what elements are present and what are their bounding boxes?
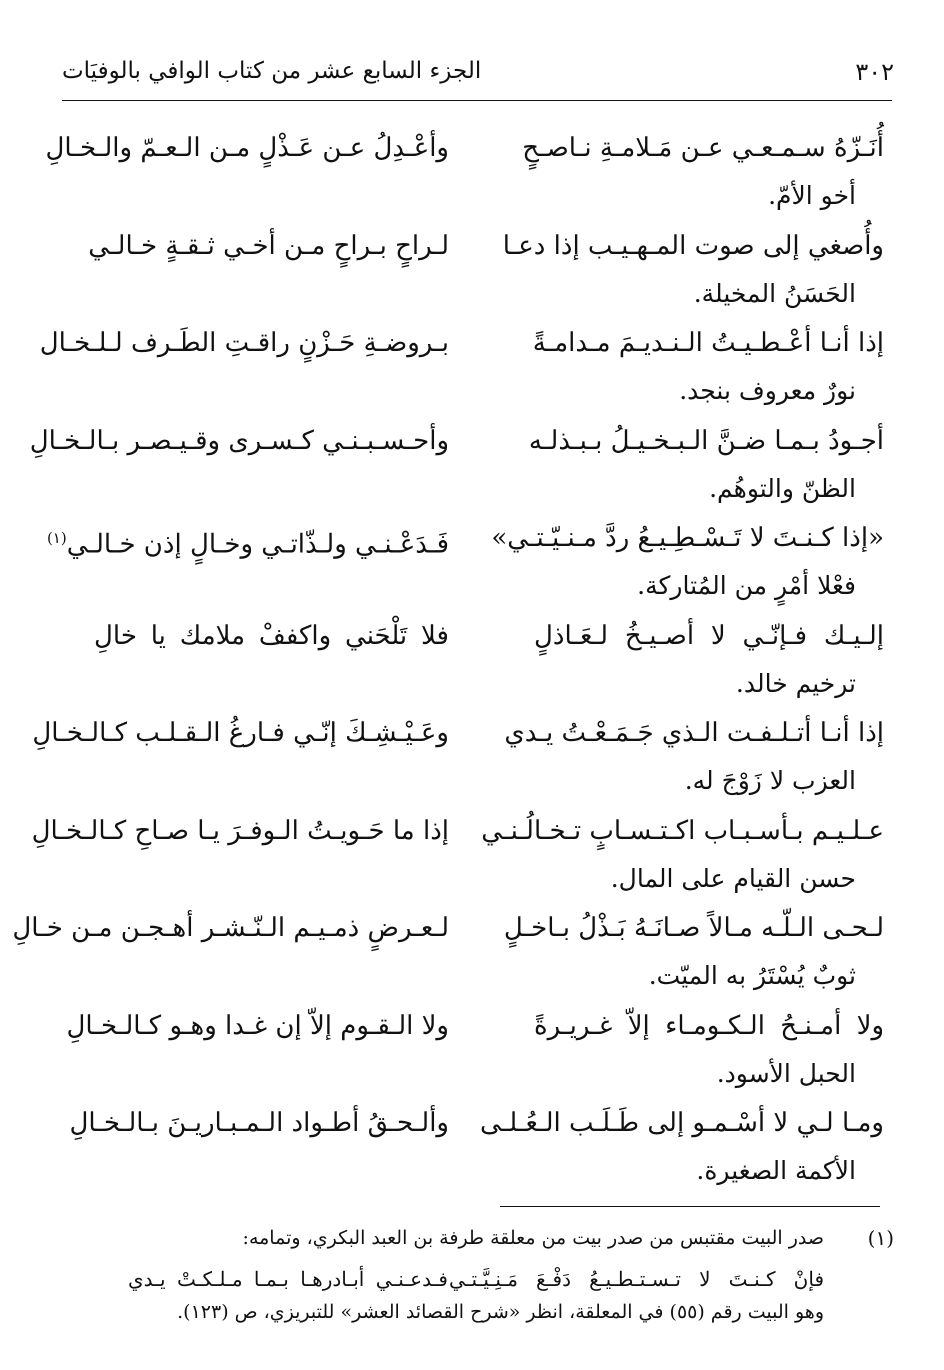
- header-divider: [62, 100, 892, 101]
- verse-entry: [45, 126, 884, 224]
- footnote-intro: صدر البيت مقتبس من صدر بيت من معلقة طرفة بن العبد البكري، وتمامه:: [242, 1227, 824, 1249]
- footnote-verse-first-hemistich: فإنْ كـنـتَ لا تـسـتـطـيـعُ دَفْـعَ مَـنِـيَّـتـي: [449, 1267, 824, 1291]
- second-hemistich-text: بـروضـةِ حَـزْنٍ راقـتِ الطَـرف لـلـخـال: [39, 328, 449, 358]
- second-hemistich: [39, 321, 449, 365]
- gloss-note: العزب لا زَوْجَ له.: [684, 766, 856, 795]
- gloss-note: فعْلا أمْرٍ من المُتاركة.: [637, 571, 856, 600]
- verse-line: [29, 419, 884, 463]
- gloss-note: الظنّ والتوهُم.: [709, 474, 856, 503]
- verse-entry: [29, 419, 884, 517]
- verse-line: [12, 906, 884, 950]
- verse-line: [31, 809, 884, 853]
- second-hemistich: [66, 1004, 449, 1048]
- verse-line: [69, 1101, 884, 1145]
- verse-entry: [88, 224, 884, 322]
- second-hemistich-text: ولا الـقـوم إلاّ إن غـدا وهـو كـالـخـالِ: [66, 1011, 449, 1041]
- verse-entry: [94, 614, 884, 712]
- second-hemistich-text: إذا ما حَـويـتُ الـوفـرَ يـا صـاحِ كـالـخـالِ: [31, 816, 449, 846]
- verse-entry: [31, 809, 884, 907]
- second-hemistich-text: فلا تَلْحَني واكففْ ملامك يا خالِ: [94, 621, 449, 651]
- second-hemistich: [46, 516, 449, 567]
- verse-entry: [39, 321, 884, 419]
- footnote-verse-second-hemistich: فـدعـنـي أبـادرهـا بـمـا مـلـكـتْ يـدي: [128, 1267, 448, 1291]
- footnote-marker[interactable]: (١): [46, 529, 67, 547]
- second-hemistich-text: فَـدَعْـنـي ولـذّاتـي وخـالٍ إذن خـالـي: [66, 529, 449, 560]
- gloss-note: ثوبٌ يُسْتَرُ به الميّت.: [648, 961, 856, 990]
- verse-entry: [46, 516, 884, 614]
- second-hemistich: [32, 711, 449, 755]
- footnote-reference: وهو البيت رقم (٥٥) في المعلقة، انظر «شرح القصائد العشر» للتبريزي، ص (١٢٣).: [177, 1301, 824, 1323]
- second-hemistich: [29, 419, 449, 463]
- verse-line: [45, 126, 884, 170]
- first-hemistich: إذا أنـا أتـلـفـت الـذي جَـمَـعْـتُ يـدي: [504, 718, 884, 748]
- second-hemistich-text: لـراحٍ بـراحٍ مـن أخـي ثـقـةٍ خـالـي: [88, 231, 449, 261]
- first-hemistich: لـحـى الـلّـه مـالاً صـانَـهُ بَـذْلُ بـاخـلٍ: [503, 913, 884, 943]
- second-hemistich-text: وأحـسـبـنـي كـسـرى وقـيـصـر بـالـخـالِ: [29, 426, 449, 456]
- first-hemistich: إذا أنـا أعْـطـيـتُ الـنـديـمَ مـدامـةً: [532, 328, 884, 358]
- second-hemistich-text: وألـحـقُ أطـواد الـمـبـاريـنَ بـالـخـالِ: [69, 1108, 449, 1138]
- verse-line: [94, 614, 884, 658]
- verse-line: [32, 711, 884, 755]
- first-hemistich: أجـودُ بـمـا ضـنَّ الـبـخـيـلُ بـبـذلـه: [528, 426, 884, 456]
- verse-line: [39, 321, 884, 365]
- gloss-note: أخو الأمّ.: [768, 181, 856, 210]
- gloss-note: الحبل الأسود.: [716, 1059, 856, 1088]
- second-hemistich-text: لـعـرضٍ ذمـيـم الـنّـشـر أهـجـن مـن خـالِ: [12, 913, 449, 943]
- footnote-number: (١): [867, 1226, 894, 1250]
- page-number: ٣٠٢: [855, 58, 894, 86]
- second-hemistich-text: وأعْـدِلُ عـن عَـذْلٍ مـن الـعـمّ والـخـالِ: [45, 133, 449, 163]
- first-hemistich: وأُصغي إلى صوت المـهـيـب إذا دعـا: [502, 231, 884, 261]
- second-hemistich: [31, 809, 449, 853]
- second-hemistich: [45, 126, 449, 170]
- verse-line: [66, 1004, 884, 1048]
- gloss-note: نورٌ معروف بنجد.: [679, 376, 856, 405]
- first-hemistich: أُنَـزّهُ سـمـعـي عـن مَـلامـةِ نـاصـحٍ: [522, 133, 884, 163]
- first-hemistich: ولا أمـنـحُ الـكـومـاء إلاّ غـريـرةً: [534, 1011, 884, 1041]
- gloss-note: الأكمة الصغيرة.: [696, 1156, 856, 1185]
- first-hemistich: عـلـيـم بـأسـبـاب اكـتـسـابٍ تـخـالُـنـي: [481, 816, 884, 846]
- second-hemistich: [88, 224, 449, 268]
- first-hemistich: «إذا كـنـتَ لا تَـسْـطِـيـعُ ردَّ مـنـيّـتـي»: [491, 523, 884, 553]
- verse-entry: [12, 906, 884, 1004]
- verse-entry: [69, 1101, 884, 1199]
- verse-line: [46, 516, 884, 560]
- first-hemistich: ومـا لـي لا أسْـمـو إلى طَـلَـب الـعُـلـى: [479, 1108, 884, 1138]
- gloss-note: حسن القيام على المال.: [610, 864, 856, 893]
- second-hemistich: [12, 906, 449, 950]
- first-hemistich: إلـيـك فـإنّـي لا أصـيـخُ لـعَـاذلٍ: [534, 621, 884, 651]
- verse-entry: [66, 1004, 884, 1102]
- second-hemistich: [69, 1101, 449, 1145]
- second-hemistich: [94, 614, 449, 658]
- running-header-title: الجزء السابع عشر من كتاب الوافي بالوفيَات: [62, 58, 482, 84]
- footnote-divider: [500, 1206, 880, 1207]
- gloss-note: ترخيم خالد.: [735, 669, 856, 698]
- verse-line: [88, 224, 884, 268]
- verse-entry: [32, 711, 884, 809]
- gloss-note: الحَسَنُ المخيلة.: [693, 279, 856, 308]
- second-hemistich-text: وعَـيْـشِـكَ إنّـي فـارغُ الـقـلـب كـالـخـالِ: [32, 718, 449, 748]
